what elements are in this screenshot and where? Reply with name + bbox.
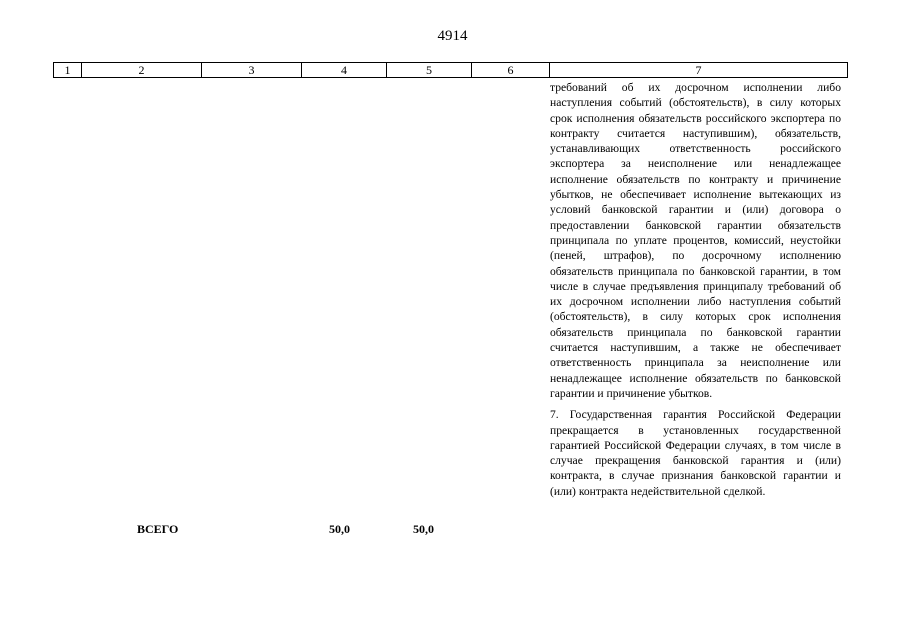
total-col5-value: 50,0: [413, 522, 434, 536]
header-row: [54, 63, 848, 78]
total-col4-value: 50,0: [329, 522, 350, 536]
header-cell-7: 7: [550, 63, 848, 78]
column-7-paragraph-2: 7. Государственная гарантия Российской Федерации прекращается в установленных государственной гарантией Российской Федерации случаях, в том числе в случае прекращения банковской гарантия и (или) контракта, в случае признания банковской гарантии и (или) контракта недействительной сделкой.: [550, 408, 841, 498]
page-number: 4914: [437, 28, 468, 44]
column-7-text: [550, 80, 841, 499]
header-cell-2: 2: [82, 63, 202, 78]
header-cell-4: 4: [302, 63, 387, 78]
column-number-header: [53, 62, 848, 78]
total-label: ВСЕГО: [137, 522, 179, 536]
header-cell-6: 6: [472, 63, 550, 78]
header-cell-1: 1: [54, 63, 82, 78]
column-7-paragraph-1: требований об их досрочном исполнении либо наступления событий (обстоятельств), в силу которых срок исполнения обязательств российского экспортера по контракту считается наступившим), обязательств, устанавливающих ответственность российского экспортера за неисполнение или ненадлежащее исполнение обязательств по контракту и причинение убытков, не обеспечивает исполнение вытекающих из условий банковской гарантии и (или) договора о предоставлении банковской гарантии обязательств принципала по уплате процентов, комиссий, неустойки (пеней, штрафов), по досрочному исполнению обязательств принципала по банковской гарантии, в том числе в случае предъявления принципалу требований об их досрочном исполнении либо наступления событий (обстоятельств), в силу которых срок исполнения обязательств принципала по банковской гарантии считается наступившим, а также не обеспечивает ответственность принципала за неисполнение или ненадлежащее исполнение обязательств по банковской гарантии и причинение убытков.: [550, 81, 841, 400]
header-cell-3: 3: [202, 63, 302, 78]
header-cell-5: 5: [387, 63, 472, 78]
